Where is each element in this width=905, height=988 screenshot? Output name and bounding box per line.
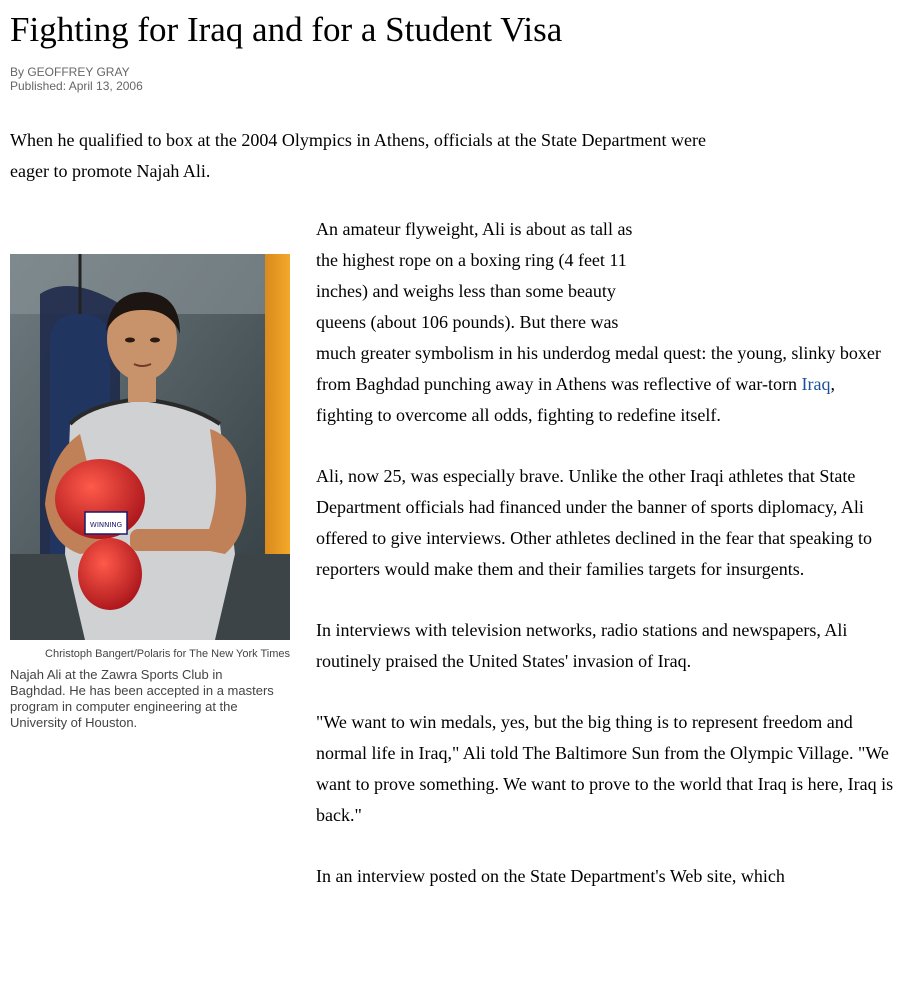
- published-date: Published: April 13, 2006: [10, 79, 143, 93]
- body-line: inches) and weighs less than some beauty: [316, 281, 616, 301]
- article-body: [316, 214, 896, 922]
- body-paragraph-3: In interviews with television networks, radio stations and newspapers, Ali routinely praised the United States' invasion of Iraq.: [316, 620, 848, 671]
- article-lede: When he qualified to box at the 2004 Olympics in Athens, officials at the State Department were eager to promote Najah Ali.: [10, 130, 706, 181]
- photo-caption: Najah Ali at the Zawra Sports Club in Baghdad. He has been accepted in a masters program in computer engineering at the University of Houston.: [10, 667, 274, 730]
- glove-label: WINNING: [89, 521, 123, 529]
- byline: By GEOFFREY GRAY: [10, 65, 130, 79]
- photo-block: [10, 254, 290, 731]
- article-headline: Fighting for Iraq and for a Student Visa: [10, 10, 563, 49]
- body-paragraph-4: "We want to win medals, yes, but the big thing is to represent freedom and normal life in Iraq," Ali told The Baltimore Sun from the Olympic Village. "We want to prove something. We want to prove to the world that Iraq is here, Iraq is back.": [316, 712, 894, 825]
- iraq-topic-link[interactable]: Iraq: [801, 374, 831, 394]
- body-line: queens (about 106 pounds). But there was: [316, 312, 619, 332]
- boxer-photo: [10, 254, 290, 640]
- article-meta: [10, 65, 143, 93]
- photo-credit: Christoph Bangert/Polaris for The New York Times: [45, 648, 290, 660]
- body-paragraph-1: [316, 214, 896, 431]
- body-line: the highest rope on a boxing ring (4 feet 11: [316, 250, 627, 270]
- body-paragraph-2: Ali, now 25, was especially brave. Unlike the other Iraqi athletes that State Department officials had financed under the banner of sports diplomacy, Ali offered to give interviews. Other athletes declined in the fear that speaking to reporters would make them and their families targets for insurgents.: [316, 466, 872, 579]
- body-text: much greater symbolism in his underdog medal quest: the young, slinky boxer from Baghdad punching away in Athens was reflective of war-torn: [316, 343, 881, 394]
- body-paragraph-5: In an interview posted on the State Department's Web site, which: [316, 866, 785, 886]
- body-text: , fighting to overcome all odds, fighting to redefine itself.: [316, 374, 835, 425]
- body-line: An amateur flyweight, Ali is about as tall as: [316, 219, 633, 239]
